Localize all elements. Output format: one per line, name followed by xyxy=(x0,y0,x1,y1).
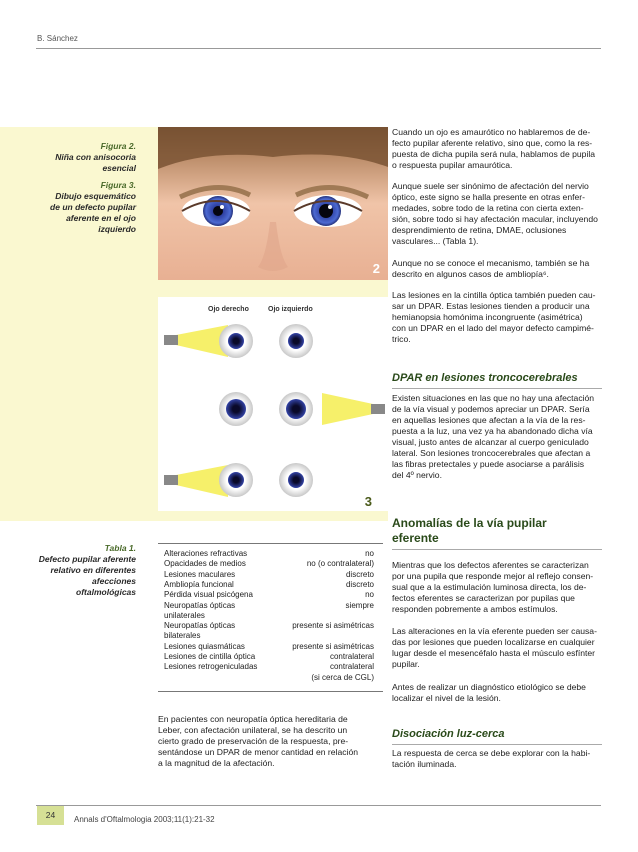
text-line: Cuando un ojo es amaurótico no hablaremos de de- xyxy=(392,127,591,137)
text-line: sar un DPAR. Estas lesiones tienden a producir una xyxy=(392,301,590,311)
caption-line: aferente en el ojo xyxy=(66,213,136,223)
table-cell-condition: Opacidades de medios xyxy=(164,559,246,569)
text-line: tación iluminada. xyxy=(392,759,457,769)
right-paragraph-7 xyxy=(392,626,602,670)
text-line: puesta a la luz, una vez ya ha abandonado dicha vía xyxy=(392,426,593,436)
text-line: sentándose un DPAR de menor cantidad en relación xyxy=(158,747,359,757)
right-paragraph-5 xyxy=(392,393,602,481)
table-cell-dpar: discreto xyxy=(345,579,374,589)
text-line: hemianopsia homónima incongruente (asimétrica) xyxy=(392,312,583,322)
text-line: trico. xyxy=(392,334,411,344)
label-left-eye: Ojo izquierdo xyxy=(268,306,313,313)
table-cell-dpar: presente si asimétricas xyxy=(292,621,374,631)
text-line: vasculares... (Tabla 1). xyxy=(392,236,479,246)
table-top-rule xyxy=(158,543,383,544)
text-line: Existen situaciones en las que no hay una afectación xyxy=(392,393,595,403)
text-line: en aquellas lesiones que afectan a la vía de la res- xyxy=(392,415,586,425)
table-cell-condition: Alteraciones refractivas xyxy=(164,549,248,558)
figure-3-caption xyxy=(30,180,136,235)
table-cell-condition: Lesiones quiasmáticas xyxy=(164,641,245,651)
table-cell-dpar: no (o contralateral) xyxy=(306,559,374,569)
caption-line: esencial xyxy=(102,163,136,173)
journal-citation: Annals d'Oftalmologia 2003;11(1):21-32 xyxy=(74,815,215,824)
text-line: Leber, con afectación unilateral, se ha descrito un xyxy=(158,725,348,735)
figure-2-number: 2 xyxy=(372,261,380,276)
text-line: puesta de dicha pupila será nula, hablamos de pupila xyxy=(392,149,596,159)
table-cell-dpar: presente si asimétricas xyxy=(292,641,374,651)
table-cell-condition: Ambliopía funcional xyxy=(164,579,234,589)
table-cell-dpar: siempre xyxy=(345,600,374,610)
caption-line: Dibujo esquemático xyxy=(55,191,136,201)
right-paragraph-4 xyxy=(392,290,602,345)
text-line: descrito en algunos casos de ambliopía⁶. xyxy=(392,269,549,279)
text-line: Antes de realizar un diagnóstico etiológico se debe xyxy=(392,682,586,692)
caption-line: de un defecto pupilar xyxy=(50,202,136,212)
right-paragraph-3 xyxy=(392,258,602,280)
text-line: visual, justo antes de alcanzar al cuerpo geniculado xyxy=(392,437,589,447)
table-cell-dpar: contralateral xyxy=(329,652,374,661)
table-cell-dpar: (si cerca de CGL) xyxy=(311,672,374,682)
footer-rule xyxy=(36,805,601,806)
figure-3-title: Figura 3. xyxy=(100,180,136,190)
text-line: fecto pupilar aferente relativo, sino que, como la res- xyxy=(392,138,593,148)
right-paragraph-9 xyxy=(392,748,602,770)
text-line: das por lesiones que pueden localizarse en cualquier xyxy=(392,637,595,647)
table-cell-condition: Lesiones retrogeniculadas xyxy=(164,662,258,672)
table-cell-dpar: no xyxy=(365,549,374,558)
pupil-schematic-drawing xyxy=(158,297,388,511)
table-1-title: Tabla 1. xyxy=(104,543,136,553)
text-line: lugar desde el mesencéfalo hasta el músculo esfínter xyxy=(392,648,596,658)
table-cell-condition: Pérdida visual psicógena xyxy=(164,590,253,600)
section-heading-via-eferente xyxy=(392,516,547,546)
table-cell-condition: Neuropatías ópticas xyxy=(164,621,236,631)
text-line: con un DPAR en el lado del mayor defecto campimé- xyxy=(392,323,594,333)
figure-2-title: Figura 2. xyxy=(100,141,136,151)
text-line: por una pupila que responde mejor al reflejo consen- xyxy=(392,571,594,581)
figure-2-caption xyxy=(30,141,136,174)
left-paragraph xyxy=(158,714,384,769)
text-line: a la magnitud de la afectación. xyxy=(158,758,275,768)
text-line: pupilar. xyxy=(392,659,420,669)
figure-2-photo xyxy=(158,127,388,280)
table-1-caption xyxy=(30,543,136,598)
text-line: Aunque suele ser sinónimo de afectación del nervio xyxy=(392,181,589,191)
table-cell-dpar: no xyxy=(365,590,374,600)
table-cell-condition: Lesiones maculares xyxy=(164,569,236,579)
child-eyes-illustration xyxy=(158,127,388,280)
text-line: medades, sobre todo de la retina con cierta exten- xyxy=(392,203,584,213)
caption-line: izquierdo xyxy=(98,224,136,234)
text-line: En pacientes con neuropatía óptica hereditaria de xyxy=(158,714,348,724)
section-rule xyxy=(392,388,602,389)
table-cell-condition: Neuropatías ópticas xyxy=(164,600,236,610)
figure-3-schematic xyxy=(158,297,388,511)
caption-line: Niña con anisocoria xyxy=(55,152,136,162)
right-paragraph-6 xyxy=(392,560,602,615)
table-cell-dpar: discreto xyxy=(345,569,374,579)
heading-line: Anomalías de la vía pupilar xyxy=(392,516,547,530)
text-line: o respuesta pupilar amaurótica. xyxy=(392,160,513,170)
table-cell-dpar: contralateral xyxy=(329,662,374,672)
right-paragraph-1 xyxy=(392,127,602,171)
figure-3-number: 3 xyxy=(364,494,372,509)
text-line: lateral. Son lesiones troncocerebrales que afectan a xyxy=(392,448,591,458)
text-line: fectos eferentes se caracterizan por pupilas que xyxy=(392,593,575,603)
section-heading-disociacion: Disociación luz-cerca xyxy=(392,728,505,740)
text-line: sión, sobre todo si hay afectación macular, incluyendo xyxy=(392,214,598,224)
text-line: localizar el nivel de la lesión. xyxy=(392,693,501,703)
caption-line: afecciones oftalmológicas xyxy=(76,576,136,597)
caption-line: relativo en diferentes xyxy=(50,565,136,575)
table-cell-condition: unilaterales xyxy=(164,610,205,620)
caption-line: Defecto pupilar aferente xyxy=(38,554,136,564)
table-bottom-rule xyxy=(158,691,383,692)
table-cell-condition: bilaterales xyxy=(164,631,201,641)
right-paragraph-8 xyxy=(392,682,602,704)
text-line: Las lesiones en la cintilla óptica también pueden cau- xyxy=(392,290,596,300)
text-line: las fibras pretectales y puede asociarse a parálisis xyxy=(392,459,585,469)
text-line: Las alteraciones en la vía eferente pueden ser causa- xyxy=(392,626,597,636)
section-rule xyxy=(392,744,602,745)
label-right-eye: Ojo derecho xyxy=(208,306,249,313)
text-line: desprendimiento de retina, DMAE, oclusiones xyxy=(392,225,567,235)
right-paragraph-2 xyxy=(392,181,602,247)
text-line: Mientras que los defectos aferentes se caracterizan xyxy=(392,560,589,570)
header-rule xyxy=(36,48,601,49)
text-line: responden pobremente a ambos estímulos. xyxy=(392,604,558,614)
text-line: La respuesta de cerca se debe explorar con la habi- xyxy=(392,748,591,758)
text-line: óptico, este signo se halla presente en otras enfer- xyxy=(392,192,585,202)
section-rule xyxy=(392,549,602,550)
table-cell-condition: Lesiones de cintilla óptica xyxy=(164,652,256,661)
running-header-author: B. Sánchez xyxy=(37,34,78,43)
section-heading-dpar-troncocerebrales: DPAR en lesiones troncocerebrales xyxy=(392,372,578,384)
text-line: sual que a la estimulación luminosa directa, los de- xyxy=(392,582,587,592)
text-line: de la vía visual y podemos apreciar un DPAR. Sería xyxy=(392,404,590,414)
page-number: 24 xyxy=(37,806,64,825)
text-line: del 4º nervio. xyxy=(392,470,442,480)
heading-line: eferente xyxy=(392,531,439,545)
text-line: Aunque no se conoce el mecanismo, también se ha xyxy=(392,258,590,268)
text-line: cierto grado de preservación de la respuesta, pre- xyxy=(158,736,349,746)
